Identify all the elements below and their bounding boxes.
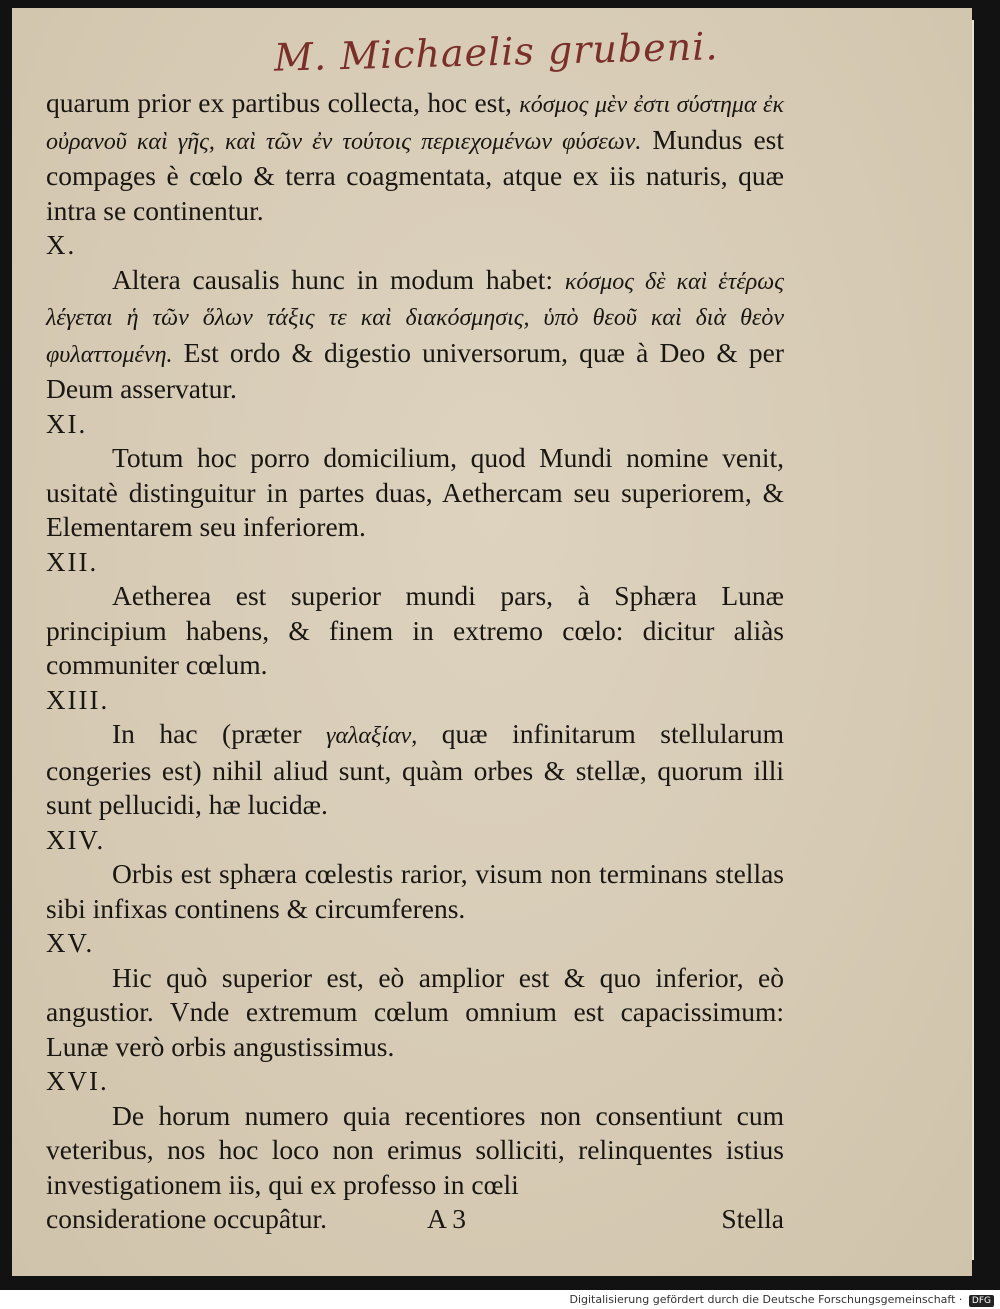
paragraph-xii: Aetherea est superior mundi pars, à Sphæra Lunæ principium habens, & finem in extremo cœlo: dicitur aliàs communiter cœlum. [46,580,784,680]
paragraph-xi: Totum hoc porro domicilium, quod Mundi nomine venit, usitatè distinguitur in partes duas, Aethercam seu superiorem, & Elementarem seu inferiorem. [46,442,784,542]
section-number: XII. [46,546,99,577]
paragraph-xiii [46,717,784,823]
latin-text: quæ infinitarum stellularum congeries est) nihil aliud sunt, quàm orbes & stellæ, quorum illi sunt pellucidi, hæ lucidæ. [46,718,785,820]
dfg-logo-icon: DFG [969,1295,994,1307]
credit-text: Digitalisierung gefördert durch die Deutsche Forschungsgemeinschaft · [569,1293,963,1306]
book-page [12,8,972,1276]
section-number: XIII. [46,684,110,715]
paragraph-xvi: De horum numero quia recentiores non consentiunt cum veteribus, nos hoc loco non erimus solliciti, relinquentes istius investigationem iis, qui ex professo in cœli [46,1099,784,1200]
paragraph-xiv: Orbis est sphæra cœlestis rarior, visum non terminans stellas sibi infixas continens & circumferens. [46,858,784,924]
section-number: XVI. [46,1066,109,1096]
latin-translation: Est ordo & digestio universorum, quæ à Deo & per Deum asservatur. [46,336,785,404]
paragraph-x [46,263,784,407]
signature-mark: A 3 [427,1203,466,1234]
paragraph-xv: Hic quò superior est, eò amplior est & quo inferior, eò angustior. Vnde extremum cœlum omnium est capacissimum: Lunæ verò orbis angustissimus. [46,961,784,1062]
catchword: Stella [721,1203,784,1234]
greek-word: γαλαξίαν, [325,723,418,749]
page-text [46,86,784,1237]
section-number: XV. [46,928,95,958]
digitization-credit [569,1293,994,1307]
greek-quote: κόσμος μὲν ἐστι σύστημα ἐκ οὐρανοῦ καὶ γῆς, καὶ τῶν ἐν τούτοις περιεχομένων φύσεων. [46,92,785,155]
handwritten-owner-inscription: M. Michaelis grubeni. [273,24,719,80]
greek-quote: κόσμος δὲ καὶ ἑτέρως λέγεται ἡ τῶν ὅλων τάξις τε καὶ διακόσμησις, ὑπὸ θεοῦ καὶ διὰ θεὸν φυλαττομένη. [46,268,784,368]
latin-text: Altera causalis hunc in modum habet: [112,263,554,295]
section-number: X. [46,230,77,260]
latin-translation: Mundus est compages è cœlo & terra coagmentata, atque ex iis naturis, quæ intra se continentur. [46,123,784,226]
last-line [46,1202,784,1237]
section-number: XI. [46,408,88,439]
latin-text: quarum prior ex partibus collecta, hoc est, [46,87,512,118]
last-line-text: consideratione occupâtur. [46,1203,328,1234]
section-number: XIV. [46,824,106,855]
latin-text: In hac (præter [112,718,302,749]
paragraph-ix [46,86,784,228]
